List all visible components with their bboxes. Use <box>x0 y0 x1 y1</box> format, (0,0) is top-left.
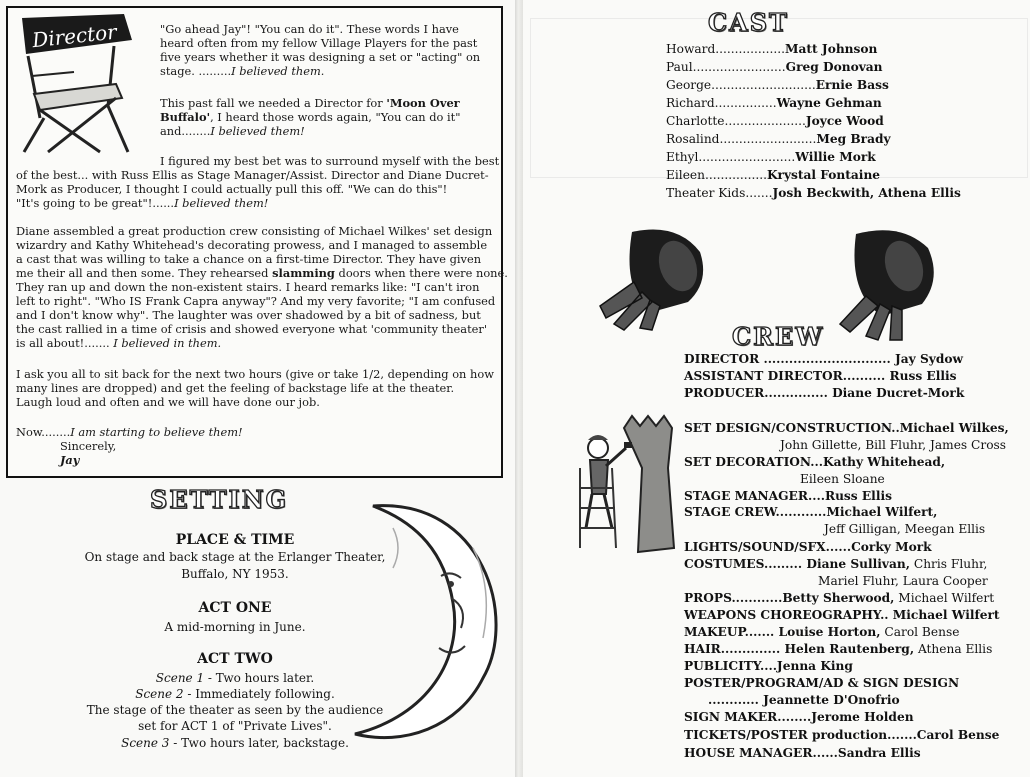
letter-emphasis: I am starting to believe them! <box>70 425 243 439</box>
crew-line <box>684 625 959 640</box>
crew-line: John Gillette, Bill Fluhr, James Cross <box>780 438 1007 452</box>
crew-line: POSTER/PROGRAM/AD & SIGN DESIGN <box>684 676 960 690</box>
letter-line: They ran up and down the non-existent stairs. I heard remarks like: "I can't iron <box>16 280 480 294</box>
letter-line <box>160 111 460 125</box>
crew-line: PUBLICITY....Jenna King <box>684 659 853 673</box>
cast-row <box>666 150 876 165</box>
crew-line: SIGN MAKER........Jerome Holden <box>684 710 914 724</box>
letter-line: the cast rallied in a time of crisis and showed everyone what 'community theater' <box>16 322 487 336</box>
cast-role: George........................... <box>666 78 816 92</box>
letter-emphasis: I believed in them. <box>113 336 222 350</box>
crew-line: HOUSE MANAGER......Sandra Ellis <box>684 746 921 760</box>
cast-actor: Josh Beckwith, Athena Ellis <box>772 186 961 200</box>
letter-text: stage. ......... <box>160 64 232 78</box>
letter-line: "Go ahead Jay"! "You can do it". These words I have <box>160 22 459 36</box>
letter-line: of the best... with Russ Ellis as Stage Manager/Assist. Director and Diane Ducret- <box>16 168 489 182</box>
letter-text: doors when there were none. <box>334 266 508 280</box>
scene-label: Scene 1 <box>155 671 205 685</box>
letter-signature: Jay <box>60 453 80 467</box>
scene-line <box>60 670 410 686</box>
letter-line: a cast that was willing to take a chance on a first-time Director. They have given <box>16 252 482 266</box>
letter-line <box>160 125 305 139</box>
crew-line: ............ Jeannette D'Onofrio <box>708 693 900 707</box>
cast-row <box>666 96 882 111</box>
crew-line: Eileen Sloane <box>800 472 885 486</box>
crew-role: MAKEUP....... Louise Horton, <box>684 625 881 639</box>
cast-actor: Ernie Bass <box>815 78 889 92</box>
setting-text: Buffalo, NY 1953. <box>181 567 289 581</box>
setting-text: The stage of the theater as seen by the audience <box>86 703 384 717</box>
letter-emphasis: I believed them! <box>210 124 305 138</box>
letter-line: five years whether it was designing a set or "acting" on <box>160 50 481 64</box>
scene-label: Scene 2 <box>135 687 184 701</box>
crew-line <box>684 642 992 657</box>
letter-line: Diane assembled a great production crew consisting of Michael Wilkes' set design <box>16 224 493 238</box>
crew-line: DIRECTOR .............................. Jay Sydow <box>684 352 963 366</box>
cast-role: Ethyl......................... <box>666 150 796 164</box>
letter-emphasis: I believed them! <box>174 196 269 210</box>
letter-text: , I heard those words again, "You can do it" <box>210 110 461 124</box>
director-chair-label: Director <box>31 19 118 53</box>
crew-line: ASSISTANT DIRECTOR.......... Russ Ellis <box>684 369 957 383</box>
cast-role: Charlotte..................... <box>666 114 806 128</box>
director-chair-icon <box>4 6 154 156</box>
cast-row <box>666 168 880 183</box>
letter-line <box>16 267 508 281</box>
crew-role: PROPS............Betty Sherwood, <box>684 591 895 605</box>
crew-line <box>684 557 987 572</box>
letter-text: is all about!....... <box>16 336 114 350</box>
crew-role: HAIR.............. Helen Rautenberg, <box>684 642 915 656</box>
crew-line: Jeff Gilligan, Meegan Ellis <box>824 522 986 536</box>
letter-line <box>160 97 460 111</box>
letter-line <box>16 426 243 440</box>
letter-line: Laugh loud and often and we will have done our job. <box>16 395 320 409</box>
letter-line: left to right". "Who IS Frank Capra anyway"? And my very favorite; "I am confused <box>16 294 496 308</box>
crew-line: PRODUCER............... Diane Ducret-Mork <box>684 386 965 400</box>
cast-role: Paul........................ <box>666 60 786 74</box>
cast-row <box>666 186 961 201</box>
cast-role: Richard................ <box>666 96 777 110</box>
letter-signoff: Sincerely, <box>60 439 117 453</box>
setting-text: set for ACT 1 of "Private Lives". <box>138 719 332 733</box>
letter-line <box>16 197 268 211</box>
setting-text: A mid-morning in June. <box>164 620 306 634</box>
crew-line: STAGE MANAGER....Russ Ellis <box>684 489 892 503</box>
crew-line: SET DESIGN/CONSTRUCTION..Michael Wilkes, <box>684 421 1009 435</box>
crew-role: COSTUMES......... <box>684 557 803 571</box>
letter-line: many lines are dropped) and get the feeling of backstage life at the theater. <box>16 381 455 395</box>
crew-line: Mariel Fluhr, Laura Cooper <box>818 574 988 588</box>
scene-text: - Two hours later, backstage. <box>169 736 349 750</box>
play-title: 'Moon Over <box>386 96 460 110</box>
scene-line <box>60 686 410 702</box>
letter-bold: slamming <box>272 266 335 280</box>
crew-member: Michael Wilfert <box>894 591 995 605</box>
crew-line: WEAPONS CHOREOGRAPHY.. Michael Wilfert <box>684 608 1000 622</box>
cast-role: Eileen................ <box>666 168 767 182</box>
act-two-heading: ACT TWO <box>197 651 273 667</box>
scene-line <box>60 735 410 751</box>
letter-line: wizardry and Kathy Whitehead's decorating prowess, and I managed to assemble <box>16 238 488 252</box>
letter-text: This past fall we needed a Director for <box>160 96 387 110</box>
letter-line: and I don't know why". The laughter was over shadowed by a bit of sadness, but <box>16 308 481 322</box>
crew-member: Diane Sullivan, <box>802 557 910 571</box>
cast-row <box>666 114 884 129</box>
cast-row <box>666 42 877 57</box>
cast-row <box>666 78 889 93</box>
page-gutter <box>515 0 523 777</box>
cast-role: Theater Kids....... <box>666 186 773 200</box>
crew-member: Chris Fluhr, <box>910 557 988 571</box>
letter-text: and........ <box>160 124 211 138</box>
crew-line: LIGHTS/SOUND/SFX......Corky Mork <box>684 540 932 554</box>
place-time-heading: PLACE & TIME <box>175 532 295 548</box>
stage-light-icon <box>592 222 712 332</box>
crew-heading: CREW <box>732 322 825 351</box>
crew-line <box>684 591 994 606</box>
scene-text: - Immediately following. <box>183 687 335 701</box>
letter-line: Mork as Producer, I thought I could actually pull this off. "We can do this"! <box>16 182 448 196</box>
cast-actor: Wayne Gehman <box>776 96 882 110</box>
letter-line: I ask you all to sit back for the next two hours (give or take 1/2, depending on how <box>16 367 494 381</box>
cast-actor: Joyce Wood <box>805 114 884 128</box>
stage-light-icon <box>826 224 946 344</box>
scene-label: Scene 3 <box>121 736 170 750</box>
letter-text: Now........ <box>16 425 71 439</box>
letter-line: heard often from my fellow Village Players for the past <box>160 36 478 50</box>
cast-actor: Greg Donovan <box>785 60 883 74</box>
letter-line <box>160 65 324 79</box>
scene-text: - Two hours later. <box>204 671 315 685</box>
setting-heading: SETTING <box>150 485 289 514</box>
painter-with-set-piece-icon <box>572 408 692 558</box>
cast-role: Howard.................. <box>666 42 786 56</box>
letter-text: "It's going to be great"!...... <box>16 196 175 210</box>
letter-emphasis: I believed them. <box>231 64 325 78</box>
crew-line: SET DECORATION...Kathy Whitehead, <box>684 455 946 469</box>
cast-actor: Krystal Fontaine <box>766 168 881 182</box>
cast-role: Rosalind......................... <box>666 132 817 146</box>
cast-heading: CAST <box>708 8 789 37</box>
setting-text: On stage and back stage at the Erlanger Theater, <box>84 550 386 564</box>
cast-actor: Willie Mork <box>795 150 876 164</box>
letter-line: I figured my best bet was to surround myself with the best <box>160 154 500 168</box>
crew-line: TICKETS/POSTER production.......Carol Bense <box>684 728 1000 742</box>
cast-row <box>666 60 883 75</box>
letter-text: me their all and then some. They rehearsed <box>16 266 273 280</box>
cast-row <box>666 132 891 147</box>
cast-actor: Matt Johnson <box>785 42 878 56</box>
play-title: Buffalo' <box>160 110 211 124</box>
act-one-heading: ACT ONE <box>198 600 272 616</box>
cast-actor: Meg Brady <box>816 132 891 146</box>
letter-line <box>16 337 221 351</box>
crew-member: Carol Bense <box>880 625 960 639</box>
crew-line: STAGE CREW............Michael Wilfert, <box>684 505 938 519</box>
crew-member: Athena Ellis <box>914 642 993 656</box>
